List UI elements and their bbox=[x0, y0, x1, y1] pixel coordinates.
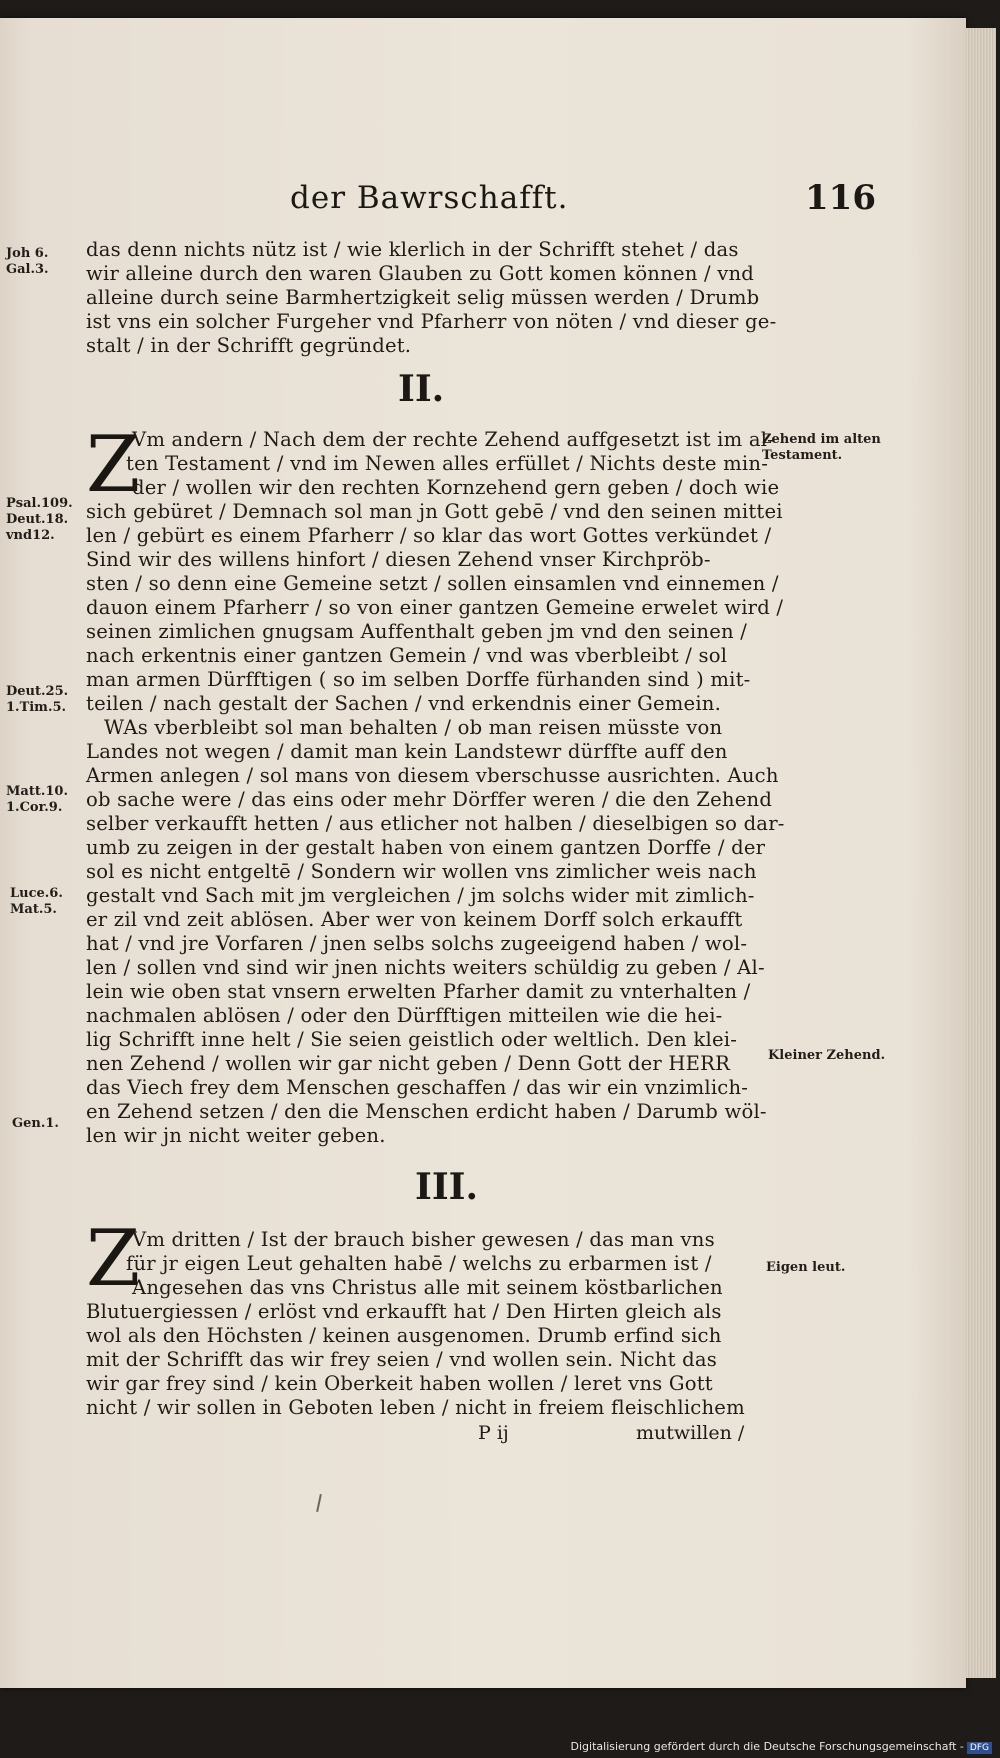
text-line: umb zu zeigen in der gestalt haben von einem gantzen Dorffe / der bbox=[86, 836, 766, 859]
text-line: wol als den Höchsten / keinen ausgenomen. Drumb erfind sich bbox=[86, 1324, 722, 1347]
text-line: Armen anlegen / sol mans von diesem vberschusse ausrichten. Auch bbox=[86, 764, 779, 787]
text-line: stalt / in der Schrifft gegründet. bbox=[86, 334, 412, 357]
running-title: der Bawrschafft. bbox=[290, 180, 569, 216]
catchword: mutwillen / bbox=[636, 1422, 745, 1444]
text-line: alleine durch seine Barmhertzigkeit selig müssen werden / Drumb bbox=[86, 286, 760, 309]
text-line: der / wollen wir den rechten Kornzehend gern geben / doch wie bbox=[132, 476, 780, 499]
drop-initial: Z bbox=[86, 420, 141, 510]
margin-note-right: Zehend im alten Testament. bbox=[762, 432, 881, 463]
text-line: nachmalen ablösen / oder den Dürfftigen mitteilen wie die hei- bbox=[86, 1004, 723, 1027]
text-line: len wir jn nicht weiter geben. bbox=[86, 1124, 386, 1147]
margin-note-left: Matt.10. 1.Cor.9. bbox=[6, 784, 68, 815]
text-line: len / sollen vnd sind wir jnen nichts weiters schüldig zu geben / Al- bbox=[86, 956, 765, 979]
text-line: Sind wir des willens hinfort / diesen Zehend vnser Kirchpröb- bbox=[86, 548, 711, 571]
text-line: Vm andern / Nach dem der rechte Zehend auffgesetzt ist im al- bbox=[132, 428, 774, 451]
margin-note-left: Deut.25. 1.Tim.5. bbox=[6, 684, 69, 715]
folio-number: 116 bbox=[805, 178, 876, 218]
dfg-logo: DFG bbox=[967, 1742, 992, 1754]
footer-text: Digitalisierung gefördert durch die Deutsche Forschungsgemeinschaft - bbox=[570, 1740, 964, 1753]
text-line: sten / so denn eine Gemeine setzt / sollen einsamlen vnd einnemen / bbox=[86, 572, 779, 595]
text-line: seinen zimlichen gnugsam Auffenthalt geben jm vnd den seinen / bbox=[86, 620, 748, 643]
text-line: wir alleine durch den waren Glauben zu Gott komen können / vnd bbox=[86, 262, 755, 285]
page-edge bbox=[966, 28, 996, 1678]
margin-note-right: Kleiner Zehend. bbox=[768, 1048, 886, 1063]
footer-credit bbox=[571, 1740, 992, 1754]
text-line: lein wie oben stat vnsern erwelten Pfarher damit zu vnterhalten / bbox=[86, 980, 751, 1003]
text-line: sich gebüret / Demnach sol man jn Gott gebē / vnd den seinen mittei bbox=[86, 500, 783, 523]
text-line: dauon einem Pfarherr / so von einer gantzen Gemeine erwelet wird / bbox=[86, 596, 784, 619]
text-line: mit der Schrifft das wir frey seien / vnd wollen sein. Nicht das bbox=[86, 1348, 717, 1371]
text-line: das Viech frey dem Menschen geschaffen / das wir ein vnzimlich- bbox=[86, 1076, 749, 1099]
margin-note-left: Psal.109. Deut.18. vnd12. bbox=[6, 496, 73, 543]
text-line: hat / vnd jre Vorfaren / jnen selbs solchs zugeeigend haben / wol- bbox=[86, 932, 748, 955]
text-line: nach erkentnis einer gantzen Gemein / vnd was vberbleibt / sol bbox=[86, 644, 728, 667]
text-line: WAs vberbleibt sol man behalten / ob man reisen müsste von bbox=[104, 716, 723, 739]
margin-note-right: Eigen leut. bbox=[766, 1260, 846, 1275]
text-line: für jr eigen Leut gehalten habē / welchs zu erbarmen ist / bbox=[126, 1252, 712, 1275]
text-line: man armen Dürfftigen ( so im selben Dorffe fürhanden sind ) mit- bbox=[86, 668, 751, 691]
text-line: das denn nichts nütz ist / wie klerlich in der Schrifft stehet / das bbox=[86, 238, 739, 261]
text-line: gestalt vnd Sach mit jm vergleichen / jm solchs wider mit zimlich- bbox=[86, 884, 755, 907]
text-line: len / gebürt es einem Pfarherr / so klar das wort Gottes verkündet / bbox=[86, 524, 772, 547]
text-line: en Zehend setzen / den die Menschen erdicht haben / Darumb wöl- bbox=[86, 1100, 767, 1123]
margin-note-left: Joh 6. Gal.3. bbox=[6, 246, 49, 277]
text-line: Vm dritten / Ist der brauch bisher gewesen / das man vns bbox=[132, 1228, 715, 1251]
section-numeral-ii: II. bbox=[398, 368, 445, 410]
margin-note-left: Gen.1. bbox=[12, 1116, 59, 1131]
margin-note-left: Luce.6. Mat.5. bbox=[10, 886, 63, 917]
text-line: nen Zehend / wollen wir gar nicht geben / Denn Gott der HERR bbox=[86, 1052, 731, 1075]
text-line: ten Testament / vnd im Newen alles erfüllet / Nichts deste min- bbox=[126, 452, 769, 475]
text-line: Angesehen das vns Christus alle mit seinem köstbarlichen bbox=[132, 1276, 723, 1299]
text-line: ob sache were / das eins oder mehr Dörffer weren / die den Zehend bbox=[86, 788, 773, 811]
text-line: teilen / nach gestalt der Sachen / vnd erkendnis einer Gemein. bbox=[86, 692, 722, 715]
text-line: ist vns ein solcher Furgeher vnd Pfarherr von nöten / vnd dieser ge- bbox=[86, 310, 777, 333]
section-numeral-iii: III. bbox=[415, 1166, 479, 1208]
text-line: lig Schrifft inne helt / Sie seien geistlich oder weltlich. Den klei- bbox=[86, 1028, 738, 1051]
text-line: Blutuergiessen / erlöst vnd erkaufft hat / Den Hirten gleich als bbox=[86, 1300, 722, 1323]
text-line: sol es nicht entgeltē / Sondern wir wollen vns zimlicher weis nach bbox=[86, 860, 757, 883]
text-line: wir gar frey sind / kein Oberkeit haben wollen / leret vns Gott bbox=[86, 1372, 713, 1395]
signature-mark: P ij bbox=[478, 1422, 509, 1444]
text-line: selber verkaufft hetten / aus etlicher not halben / dieselbigen so dar- bbox=[86, 812, 785, 835]
text-line: nicht / wir sollen in Geboten leben / nicht in freiem fleischlichem bbox=[86, 1396, 745, 1419]
text-line: er zil vnd zeit ablösen. Aber wer von keinem Dorff solch erkaufft bbox=[86, 908, 743, 931]
drop-initial: Z bbox=[86, 1214, 141, 1304]
text-line: Landes not wegen / damit man kein Landstewr dürffte auff den bbox=[86, 740, 728, 763]
